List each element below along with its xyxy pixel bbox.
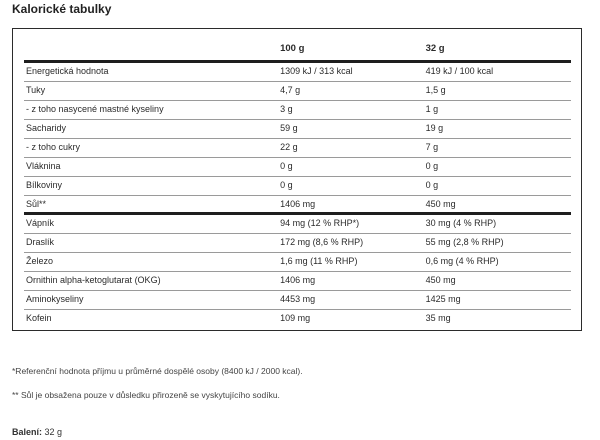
row-value-100g: 4453 mg [280,294,316,304]
table-row [24,234,571,253]
row-label: Tuky [26,85,46,95]
table-row [24,177,571,196]
row-label: - z toho cukry [26,142,81,152]
page-title: Kalorické tabulky [12,2,112,16]
table-row [24,158,571,177]
row-label: - z toho nasycené mastné kyseliny [26,104,164,114]
package-label: Balení: [12,427,43,437]
row-value-32g: 1,5 g [425,85,446,95]
header-per-100g: 100 g [280,43,305,54]
row-value-100g: 22 g [280,142,298,152]
row-label: Kofein [26,313,52,323]
table-row [24,101,571,120]
table-row [24,82,571,101]
row-value-32g: 35 mg [425,313,451,323]
row-value-100g: 1309 kJ / 313 kcal [280,66,353,76]
row-label: Bílkoviny [26,180,63,190]
row-value-32g: 55 mg (2,8 % RHP) [425,237,504,247]
row-value-100g: 1,6 mg (11 % RHP) [280,256,358,266]
row-label: Energetická hodnota [26,66,109,76]
row-value-32g: 1 g [425,104,439,114]
row-value-100g: 3 g [280,104,293,114]
row-label: Draslík [26,237,55,247]
row-value-100g: 94 mg (12 % RHP*) [280,218,360,228]
table-row [24,253,571,272]
row-value-100g: 109 mg [280,313,311,323]
row-value-32g: 0 g [425,180,439,190]
row-value-100g: 1406 mg [280,275,316,285]
row-value-100g: 172 mg (8,6 % RHP) [280,237,364,247]
row-value-32g: 7 g [425,142,439,152]
reference-intake-note: *Referenční hodnota příjmu u průměrné dospělé osoby (8400 kJ / 2000 kcal). [12,366,303,376]
table-row [24,291,571,310]
table-row [24,120,571,139]
table-row [24,272,571,291]
row-value-32g: 30 mg (4 % RHP) [425,218,497,228]
row-value-100g: 0 g [280,180,293,190]
header-nutrient [24,29,278,43]
package-size [12,427,62,437]
row-value-32g: 1425 mg [425,294,461,304]
row-value-100g: 4,7 g [280,85,301,95]
row-value-32g: 19 g [425,123,444,133]
table-row [24,63,571,82]
table-row [24,310,571,330]
row-value-32g: 0 g [425,161,439,171]
salt-note: ** Sůl je obsažena pouze v důsledku přirozeně se vyskytujícího sodíku. [12,390,280,400]
row-label: Sacharidy [26,123,67,133]
row-value-32g: 0,6 mg (4 % RHP) [425,256,499,266]
package-value: 32 g [44,427,63,437]
header-per-32g: 32 g [425,43,445,54]
table-row [24,215,571,234]
table-row [24,196,571,215]
row-label: Aminokyseliny [26,294,84,304]
table-header [24,29,571,63]
row-label: Vápník [26,218,55,228]
row-value-32g: 450 mg [425,275,456,285]
nutrition-table [12,28,582,331]
row-label: Ornithin alpha-ketoglutarat (OKG) [26,275,161,285]
row-value-100g: 1406 mg [280,199,316,209]
table-row [24,139,571,158]
row-label: Železo [26,256,54,266]
row-value-100g: 59 g [280,123,298,133]
row-value-100g: 0 g [280,161,293,171]
row-value-32g: 419 kJ / 100 kcal [425,66,494,76]
row-label: Vláknina [26,161,61,171]
row-value-32g: 450 mg [425,199,456,209]
row-label: Sůl** [26,199,47,209]
